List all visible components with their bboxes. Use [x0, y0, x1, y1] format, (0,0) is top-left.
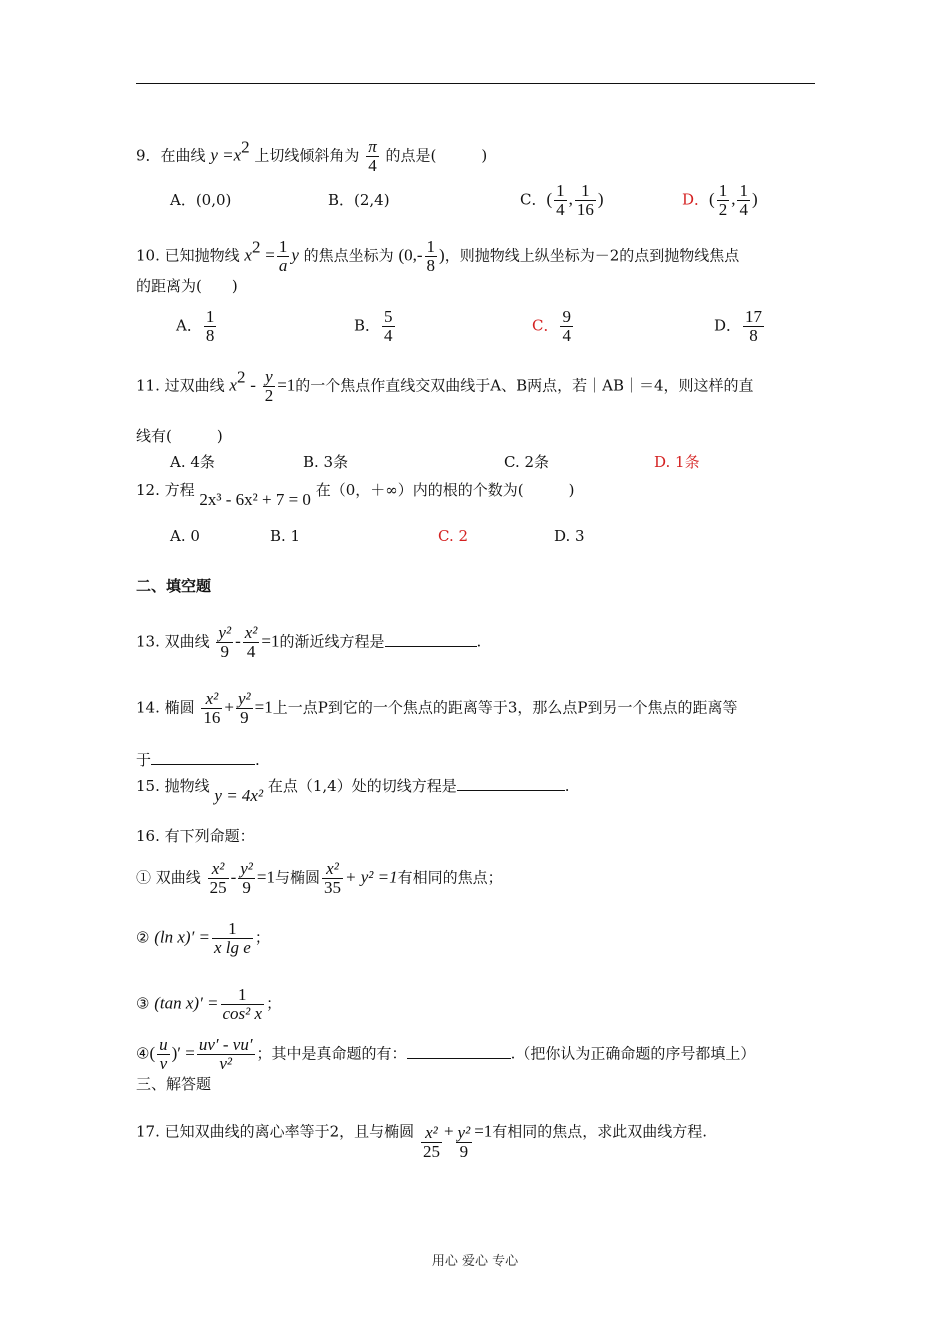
q14-stem: 14. 椭圆 $\frac{\text{x²}}{16}$ + $\frac{\text{y²}}{9}$ =1上一点P到它的一个焦点的距离等于3，那么点P到另一个焦点的距离等: [136, 689, 738, 727]
pi-over-4: $\frac{\pi}{4}$: [368, 137, 377, 175]
q16-proposition-1: ① 双曲线 $\frac{\text{x²}}{25}$ - $\frac{\text{y²}}{9}$ =1与椭圆 $\frac{\text{x²}}{35}$ + y² =1有相同的焦点；: [136, 859, 503, 897]
q16-proposition-3: ③ (tan x)′ = $\frac{1}{\text{cos² x}}$ ；: [136, 985, 282, 1023]
page-footer: 用心 爱心 专心: [431, 1254, 519, 1269]
q9-option-c[interactable]: C．( $\frac{1}{4}$ , $\frac{1}{16}$ ): [520, 181, 604, 219]
q15-stem: 15. 抛物线 y = 4x² 在点（1,4）处的切线方程是 .: [136, 777, 570, 805]
q13-stem: 13. 双曲线 $\frac{\text{y²}}{9}$ - $\frac{\text{x²}}{4}$ =1的渐近线方程是 .: [136, 623, 482, 661]
q9-option-d[interactable]: D．( $\frac{1}{2}$ , $\frac{1}{4}$ ): [682, 181, 758, 219]
q14-blank[interactable]: [151, 750, 255, 765]
q14-stem-line2: 于 .: [136, 751, 260, 769]
q10-option-a[interactable]: A． $\frac{1}{8}$: [176, 307, 215, 345]
q16-proposition-4: ④( $\frac{u}{v}$ )′ = $\frac{uv' - vu'}{\text{v²}}$ ；其中是真命题的有： .（把你认为正确命题的序号都填上）: [136, 1035, 756, 1073]
q12-option-d[interactable]: D. 3: [554, 527, 585, 545]
q10-option-b[interactable]: B． $\frac{5}{4}$: [354, 307, 393, 345]
q16-proposition-2: ② (ln x)′ = $\frac{1}{\text{x lg e}}$ ；: [136, 919, 270, 957]
q9-stem: 9．在曲线 $y =x^2$ 上切线倾斜角为 $\frac{\pi}{4}$ 的点是( ): [136, 137, 488, 175]
q16-stem: 16. 有下列命题：: [136, 827, 255, 845]
q9-option-b[interactable]: B．(2,4): [328, 191, 390, 209]
q11-option-c[interactable]: C. 2条: [504, 453, 550, 471]
q10-stem-line2: 的距离为( ): [136, 277, 238, 295]
q11-option-d[interactable]: D. 1条: [654, 453, 700, 471]
q11-stem: 11. 过双曲线 $x^2$ - $\frac{y}{2}$ =1的一个焦点作直线交双曲线于A、B两点，若｜AB｜＝4，则这样的直: [136, 367, 754, 405]
q10-stem: 10. 已知抛物线 $x^2$ = $\frac{1}{a}$ y 的焦点坐标为 (0,- $\frac{1}{8}$ )，则抛物线上纵坐标为－2的点到抛物线焦点: [136, 237, 740, 275]
q12-option-a[interactable]: A. 0: [170, 527, 200, 545]
header-rule: [136, 83, 815, 84]
q17-stem: 17. 已知双曲线的离心率等于2，且与椭圆 $\frac{\text{x²}}{25}$ + $\frac{\text{y²}}{9}$ =1有相同的焦点，求此双曲线方程.: [136, 1121, 708, 1161]
section-fill-in: 二、填空题: [136, 577, 212, 595]
q13-blank[interactable]: [385, 632, 477, 647]
q11-option-b[interactable]: B. 3条: [303, 453, 349, 471]
q12-stem: 12. 方程 2x³ - 6x² + 7 = 0 在（0，＋∞）内的根的个数为( ): [136, 481, 575, 509]
q12-option-b[interactable]: B. 1: [270, 527, 301, 545]
q10-option-c[interactable]: C． $\frac{9}{4}$: [532, 307, 571, 345]
q11-stem-line2: 线有( ): [136, 427, 223, 445]
section-answer: 三、解答题: [136, 1075, 212, 1093]
q16-blank[interactable]: [407, 1044, 511, 1059]
q9-option-a[interactable]: A．(0,0): [170, 191, 232, 209]
q11-option-a[interactable]: A. 4条: [170, 453, 215, 471]
q10-option-d[interactable]: D． $\frac{17}{8}$: [714, 307, 763, 345]
q15-blank[interactable]: [457, 776, 565, 791]
q12-option-c[interactable]: C. 2: [438, 527, 469, 545]
